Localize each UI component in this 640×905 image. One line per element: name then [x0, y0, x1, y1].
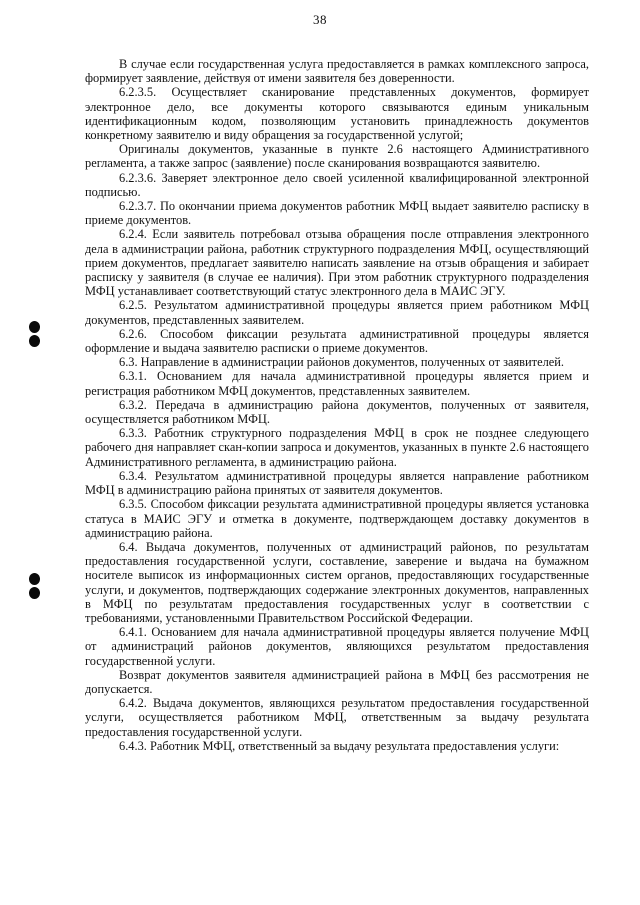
document-body [85, 57, 589, 753]
binder-hole-mark [29, 321, 40, 333]
binder-hole-mark [29, 335, 40, 347]
paragraph: 6.4.2. Выдача документов, являющихся результатом предоставления государственной услуги, осуществляется работником МФЦ, ответственным за выдачу результата предоставления государственной услуги. [85, 696, 589, 739]
paragraph: 6.2.3.5. Осуществляет сканирование представленных документов, формирует электронное дело, все документы которого связываются единым уникальным идентификационным кодом, позволяющим установить принадлежность документов конкретному заявителю и виду обращения за государственной услугой; [85, 85, 589, 143]
paragraph: Возврат документов заявителя администрацией района в МФЦ без рассмотрения не допускается. [85, 667, 589, 696]
paragraph: Оригиналы документов, указанные в пункте 2.6 настоящего Административного регламента, а также запрос (заявление) после сканирования возвращаются заявителю. [85, 142, 589, 171]
paragraph: 6.2.3.7. По окончании приема документов работник МФЦ выдает заявителю расписку в приеме документов. [85, 199, 589, 228]
paragraph: 6.2.5. Результатом административной процедуры является прием работником МФЦ документов, представленных заявителем. [85, 298, 589, 327]
binder-hole-mark [29, 573, 40, 585]
page-number: 38 [313, 12, 327, 27]
paragraph: В случае если государственная услуга предоставляется в рамках комплексного запроса, формирует заявление, действуя от имени заявителя без доверенности. [85, 57, 589, 86]
paragraph: 6.3. Направление в администрации районов документов, полученных от заявителей. [119, 355, 564, 370]
binder-hole-mark [29, 587, 40, 599]
paragraph: 6.3.4. Результатом административной процедуры является направление работником МФЦ в администрацию района принятых от заявителя документов. [85, 468, 589, 498]
paragraph: 6.3.1. Основанием для начала административной процедуры является прием и регистрация работником МФЦ документов, представленных заявителем. [85, 369, 589, 398]
paragraph: 6.2.4. Если заявитель потребовал отзыва обращения после отправления электронного дела в администрации района, работник структурного подразделения МФЦ, осуществляющий прием документов, предлагает заявителю написать заявление на отзыв обращения и забирает расписку у заявителя (в случае ее наличия). При этом работник структурного подразделения МФЦ устанавливает соответствующий статус электронного дела в МАИС ЭГУ. [85, 227, 589, 299]
paragraph: 6.4.3. Работник МФЦ, ответственный за выдачу результата предоставления услуги: [119, 738, 560, 753]
paragraph: 6.3.2. Передача в администрацию района документов, полученных от заявителя, осуществляется работником МФЦ. [85, 397, 589, 427]
paragraph: 6.2.6. Способом фиксации результата административной процедуры является оформление и выдача заявителю расписки о приеме документов. [85, 326, 589, 356]
paragraph: 6.4. Выдача документов, полученных от администраций районов, по результатам предоставления государственной услуги, составление, заверение и выдача на бумажном носителе выписок из информационных систем органов, предоставляющих государственные услуги, и документов, подтверждающих содержание электронных документов, направленных в МФЦ по результатам предоставления государственных услуг в соответствии с требованиями, установленными Правительством Российской Федерации. [85, 539, 589, 625]
paragraph: 6.3.3. Работник структурного подразделения МФЦ в срок не позднее следующего рабочего дня направляет скан-копии запроса и документов, указанных в пункте 2.6 настоящего Административного регламента, в администрацию района. [85, 426, 589, 469]
paragraph: 6.3.5. Способом фиксации результата административной процедуры является установка статуса в МАИС ЭГУ и отметка в документе, подтверждающем доставку документов в администрацию района. [85, 497, 589, 540]
paragraph: 6.2.3.6. Заверяет электронное дело своей усиленной квалифицированной электронной подписью. [85, 170, 589, 199]
paragraph: 6.4.1. Основанием для начала административной процедуры является получение МФЦ от администраций районов документов, являющихся результатом предоставления государственной услуги. [85, 625, 589, 668]
